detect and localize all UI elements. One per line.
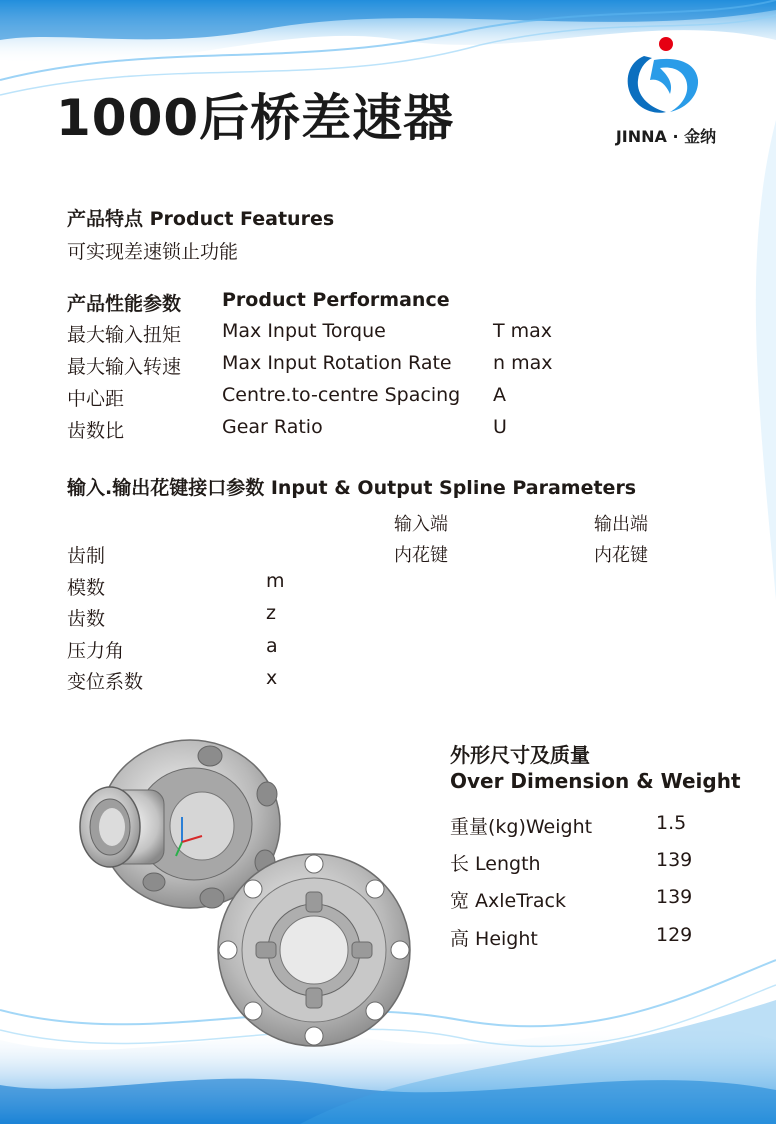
dimension-row-label: 高 Height <box>450 928 538 950</box>
spline-row-input: 内花键 <box>394 545 448 566</box>
dimension-row-label: 长 Length <box>450 853 541 875</box>
dimension-row-label: 重量(kg)Weight <box>450 816 593 838</box>
spline-row-label: 齿数 <box>67 608 106 630</box>
performance-row-symbol: U <box>493 416 507 438</box>
page-title: 1000后桥差速器 <box>56 89 455 147</box>
performance-row-label-en: Max Input Torque <box>222 320 386 342</box>
dimension-row-value: 1.5 <box>656 812 687 834</box>
features-text: 可实现差速锁止功能 <box>67 241 239 263</box>
dimensions-heading <box>450 742 741 794</box>
performance-row-symbol: T max <box>493 320 553 342</box>
spline-row-output: 内花键 <box>594 545 648 566</box>
dimension-row-label: 宽 AxleTrack <box>450 890 566 912</box>
spline-row-symbol: x <box>266 667 278 689</box>
features-heading: 产品特点 Product Features <box>67 208 335 230</box>
spline-row-label: 齿制 <box>67 545 106 567</box>
differential-housing-illustration <box>62 732 442 1062</box>
logo-brand-text: JINNA · 金纳 <box>615 127 717 146</box>
company-logo <box>606 34 726 154</box>
performance-heading-en: Product Performance <box>222 289 450 311</box>
performance-row-label-cn: 最大输入转速 <box>67 356 182 378</box>
spline-row-label: 模数 <box>67 577 106 599</box>
dimension-row-value: 129 <box>656 924 693 946</box>
spline-row-symbol: m <box>266 570 285 592</box>
dimensions-heading-en: Over Dimension & Weight <box>450 769 741 793</box>
performance-row-label-cn: 齿数比 <box>67 420 125 442</box>
dimensions-heading-cn: 外形尺寸及质量 <box>450 743 590 767</box>
spline-col-output: 输出端 <box>594 514 648 535</box>
spline-row-symbol: a <box>266 635 278 657</box>
spline-row-label: 压力角 <box>67 640 125 662</box>
spline-col-input: 输入端 <box>394 514 448 535</box>
performance-row-symbol: n max <box>493 352 553 374</box>
spline-heading: 输入.输出花键接口参数 Input & Output Spline Parameters <box>67 477 637 499</box>
performance-row-label-en: Centre.to-centre Spacing <box>222 384 461 406</box>
performance-row-symbol: A <box>493 384 506 406</box>
part-front-view <box>218 854 410 1046</box>
spline-row-symbol: z <box>266 602 276 624</box>
performance-heading-cn: 产品性能参数 <box>67 293 182 315</box>
dimension-row-value: 139 <box>656 849 693 871</box>
performance-row-label-cn: 中心距 <box>67 388 125 410</box>
performance-row-label-cn: 最大输入扭矩 <box>67 324 182 346</box>
spline-row-label: 变位系数 <box>67 671 144 693</box>
jinna-logo-icon <box>614 34 718 120</box>
performance-row-label-en: Gear Ratio <box>222 416 323 438</box>
performance-row-label-en: Max Input Rotation Rate <box>222 352 452 374</box>
dimension-row-value: 139 <box>656 886 693 908</box>
